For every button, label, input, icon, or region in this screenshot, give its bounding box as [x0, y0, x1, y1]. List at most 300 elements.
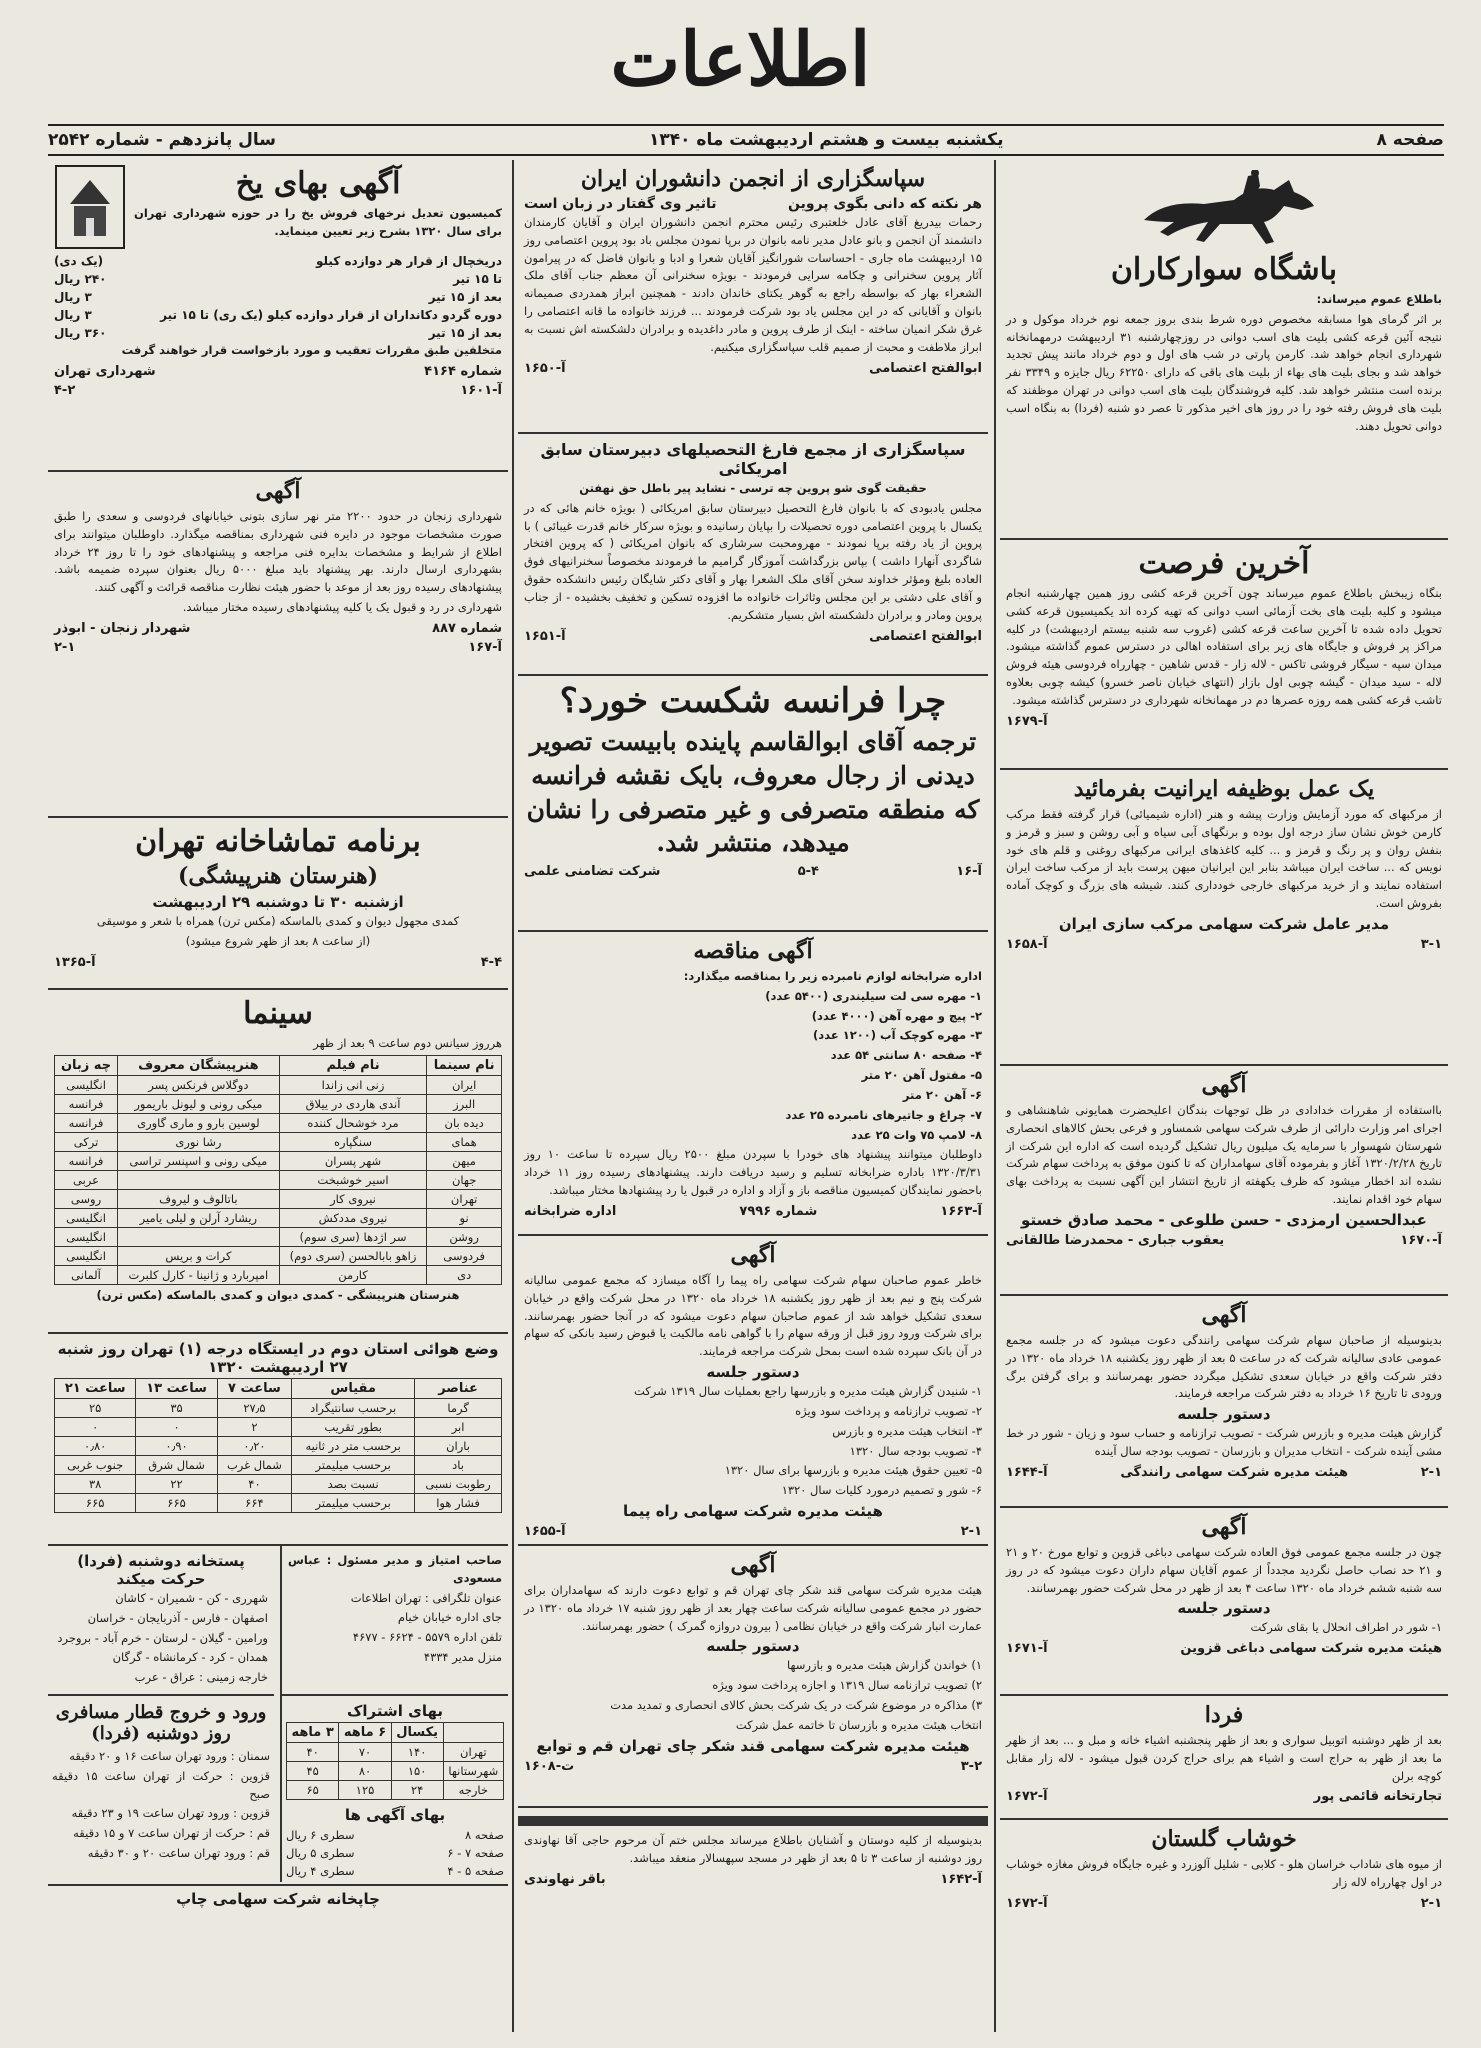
ink-body: از مرکبهای که مورد آزمایش وزارت پیشه و هنر (اداره شیمیائی) قرار گرفته فقط مرکب کارمن خوش نشان ساز درجه اول بوده و برنگهای آبی سیاه و آبی روشن و سبز و قرمز و بنفش روان و پر رنگ و قرمز و ... کلیه کاغذهای ایرانی مرکبهای روغنی و قلم های خود نویس که ... ساخت ایران میباشد بنابر این ایرانیان میهن پرست باید از مرکب ساخت ایران استفاده نمایند و از خرید مرکبهای خارجی خودداری کنند. شیشه های بزرگ و کوچک آماده بفروش است.	[1006, 807, 1442, 911]
adprice-title: بهای آگهی ها	[344, 1806, 446, 1824]
ink-title: یک عمل بوظیفه ایرانیت بفرمائید	[1073, 776, 1375, 802]
train-title: ورود و خروج قطار مسافری روز دوشنبه (فردا)	[55, 1702, 267, 1744]
ad-num: شماره ۴۱۶۴	[424, 363, 502, 379]
table-cell: نیروی مددکش	[279, 1208, 427, 1227]
ad-sign: باقر نهاوندی	[524, 1871, 606, 1887]
ad-body: بااستفاده از مقررات خدادادی در ظل توجهات بندگان اعلیحضرت همایونی شاهنشاهی و اجرای امر وزارت دارائی از طرف شرکت سهامی شمساور و فرعی بحش کالاهای انحصاری شهرستان شهسوار با سرمایه یک میلیون ریال تشکیل گردیده است که اداره این شرکت از تاریخ ۱۳۲۰/۲/۲۸ آغاز و بفرموده آقای سهامداران که تا کنون موفق به پرداخت سهام شرکت نشده اند اخطار میشود که ظرف یکهفته از تاریخ انتشار این آگهی نسبت به پرداخت بهای سهام خود اقدام نمایند.	[1006, 1103, 1442, 1207]
book-body: ترجمه آقای ابوالقاسم پاینده بابیست تصویر دیدنی از رجال معروف، بایک نقشه فرانسه که منطقه متصرفی و غیر متصرفی را نشان میدهد، منتشر شد.	[526, 727, 980, 858]
train-line: قزوین : ورود تهران ساعت ۱۹ و ۲۳ دقیقه	[71, 1806, 270, 1821]
ad-foot: متخلفین طبق مقررات تعقیب و مورد بازخواست قرار خواهند گرفت	[121, 343, 502, 357]
table-cell: شمال غرب	[217, 1456, 291, 1475]
club-intro: باطلاع عموم میرساند:	[1316, 292, 1442, 306]
table-cell: شمال شرق	[136, 1456, 217, 1475]
ad-title: آگهی	[1201, 1072, 1247, 1098]
table-cell: انگلیسی	[55, 1075, 118, 1094]
table-cell: جنوب غربی	[55, 1456, 136, 1475]
table-row	[287, 1743, 504, 1762]
table-cell: عربی	[55, 1170, 118, 1189]
table-cell: ۶۶۵	[55, 1494, 136, 1513]
subs-table	[286, 1722, 504, 1800]
horse-rider-icon	[1124, 170, 1324, 250]
table-cell: امپربارد و ژانینا - کارل کلبرت	[118, 1265, 280, 1284]
left-column	[48, 160, 508, 2032]
table-row	[55, 1075, 502, 1094]
ad-code: آ-۱۶۴۲	[940, 1871, 982, 1887]
ice-row-label: تا ۱۵ تیر	[453, 272, 502, 286]
table-cell	[118, 1227, 280, 1246]
table-cell: ۰٫۸۰	[55, 1437, 136, 1456]
post-title: پستخانه دوشنبه (فردا) حرکت میکند	[77, 1552, 245, 1588]
ad-sign: تجارتخانه قائمی پور	[1313, 1789, 1442, 1805]
tender-item: ۱- مهره سی لت سیلیندری (۵۴۰۰ عدد)	[765, 988, 982, 1003]
publisher-line: عنوان تلگرافی : تهران اطلاعات	[350, 1590, 502, 1605]
agenda-item: ۳- انتخاب هیئت مدیره و بازرس	[832, 1423, 982, 1438]
table-cell: البرز	[427, 1094, 502, 1113]
table-cell: رطوبت نسبی	[415, 1475, 502, 1494]
ice-row-label: دریخچال از قرار هر دوازده کیلو	[315, 254, 502, 268]
column-header: نام سینما	[427, 1055, 502, 1075]
table-cell: دیده بان	[427, 1113, 502, 1132]
subs-title: بهای اشتراک	[347, 1702, 443, 1720]
issue-number: سال پانزدهم - شماره ۲۵۴۲	[48, 130, 276, 150]
table-cell: فرانسه	[55, 1094, 118, 1113]
column-header	[443, 1723, 503, 1743]
table-cell: ۴۰	[217, 1475, 291, 1494]
table-row	[55, 1494, 502, 1513]
train-line: قم : حرکت از تهران ساعت ۷ و ۱۵ دقیقه	[73, 1826, 270, 1841]
ink-sign: مدیر عامل شرکت سهامی مرکب سازی ایران	[1058, 914, 1390, 933]
club-title: باشگاه سوارکاران	[1110, 252, 1338, 287]
book-headline: چرا فرانسه شکست خورد؟	[559, 681, 947, 721]
sharbat-ad	[1000, 1820, 1448, 1917]
auction-ad	[1000, 1696, 1448, 1820]
thanks-ad-1	[518, 160, 988, 434]
table-cell: ترکی	[55, 1132, 118, 1151]
agenda-item: ۱) خواندن گزارش هیئت مدیره و بازرسها	[786, 1658, 982, 1673]
ad-title: آگهی بهای یخ	[235, 166, 401, 201]
municipality-seal-icon	[54, 164, 126, 250]
ice-row-value: ۳۶۰ ریال	[54, 326, 107, 340]
ad-num: ۲-۱	[1420, 1895, 1442, 1911]
agenda: گزارش هیئت مدیره و بازرس شرکت - تصویب ترازنامه و حساب سود و زیان - شور در خط مشی آینده شرکت - انتخاب مدیران و بازرسان - تصویب بودجه سال آینده	[1006, 1426, 1442, 1459]
adprice-value: سطری ۶ ریال	[286, 1828, 355, 1842]
table-cell: انگلیسی	[55, 1227, 118, 1246]
table-cell: برحسب میلیمتر	[292, 1494, 415, 1513]
lead-left: تاثیر وی گفتار در زبان است	[524, 196, 717, 212]
table-header	[287, 1723, 504, 1743]
table-cell: خارجه	[443, 1781, 503, 1800]
ad-code: آ-۱۶۷	[468, 639, 502, 655]
ad-code: آ-۱۶۰۱	[460, 382, 502, 398]
post-line: اصفهان - فارس - آذربایجان - خراسان	[87, 1610, 268, 1625]
ad-sign: هیئت مدیره شرکت سهامی دباغی قزوین	[1180, 1641, 1442, 1657]
ad-code: آ-۱۶۷۲	[1006, 1789, 1048, 1805]
ice-row-value: (یک دی)	[54, 254, 104, 268]
adprice-page: صفحه ۸	[464, 1828, 504, 1842]
table-cell: دی	[427, 1265, 502, 1284]
column-header: ۳ ماهه	[287, 1723, 339, 1743]
table-cell: ابر	[415, 1418, 502, 1437]
weather-report	[48, 1334, 508, 1546]
table-cell: ۲۷٫۵	[217, 1399, 291, 1418]
column-header: عناصر	[415, 1379, 502, 1399]
column-header: مقیاس	[292, 1379, 415, 1399]
publisher-line: جای اداره خیابان خیام	[397, 1610, 502, 1625]
cinema-note: هرروز سیانس دوم ساعت ۹ بعد از ظهر	[313, 1036, 502, 1050]
theatre-title: برنامه تماشاخانه تهران	[135, 824, 421, 859]
ad-sign: شهردار زنجان - ابوذر	[54, 620, 191, 636]
column-rule	[512, 160, 514, 2032]
lead-right: هر نکته که دانی بگوی پروین	[788, 196, 982, 212]
table-cell: برحسب متر در ثانیه	[292, 1437, 415, 1456]
club-body: بر اثر گرمای هوا مسابقه مخصوص دوره شرط بندی بروز جمعه نوم خرداد موکول و در نتیجه آئین قرعه کشی بلیت های اسب دوانی در روزچهارشنبه ۳۱ اردیبهشت درمهمانخانه شهرداری انجام خواهد شد. کارمن پارتی در شب های اول و دوم خرداد مانند پیش تجدید خواهد شد و بجای بلیت های بهاء از بلیت های باقی که دارای ۶۲۲۵۰ ریال جایزه و ۳۳۴۹ نفر برنده است منتشر خواهد شد. کلیه فروشندگان بلیت های اسب دوانی در تهران موظفند که بلیت های فروش رفته خود را در روز های اخیر مذکور تا عصر دو شنبه (فردا) به بنگاه اسب دوانی تحویل دهند.	[1006, 311, 1442, 433]
table-cell: تهران	[443, 1743, 503, 1762]
post-line: خارجه زمینی : عراق - عرب	[134, 1670, 268, 1685]
theatre-ad	[48, 818, 508, 990]
table-cell: همای	[427, 1132, 502, 1151]
zanjan-ad	[48, 472, 508, 818]
ad-body: از میوه های شاداب خراسان هلو - کلابی - شلیل آلوزرد و غیره جایگاه فروش مغازه خوشاب در اول چهارراه لاله زار	[1006, 1857, 1442, 1889]
table-cell: لوسین بارو و ماری گاوری	[118, 1113, 280, 1132]
ad-foot: شهرداری در رد و قبول یک یا کلیه پیشنهادهای رسیده مختار میباشد.	[182, 600, 502, 615]
ice-row-label: دوره گردو دکانداران از قرار دوازده کیلو (یک ری) تا ۱۵ تیر	[160, 308, 502, 322]
table-cell: روسی	[55, 1189, 118, 1208]
table-cell: انگلیسی	[55, 1246, 118, 1265]
ad-title: آگهی	[255, 478, 301, 504]
tender-item: ۲- پیچ و مهره آهن (۴۰۰۰ عدد)	[811, 1008, 982, 1023]
column-header: نام فیلم	[279, 1055, 427, 1075]
table-cell: مرد خوشحال کننده	[279, 1113, 427, 1132]
ad-names: عبدالحسین ارمزدی - حسن طلوعی - محمد صادق خستو	[1021, 1210, 1427, 1229]
table-row	[55, 1170, 502, 1189]
ad-body: شهرداری زنجان در حدود ۲۲۰۰ متر نهر سازی بتونی خیابانهای فردوسی و سعدی را طبق صورت مشخصات موجود در دایره فنی شهرداری بمناقصه میگذارد. داوطلبان میتوانند برای اطلاع از شرایط و مشخصات بدایره فنی مراجعه و پیشنهادهای خود را تا روز ۲۴ خرداد بشهرداری ارسال دارند. بهر پیشنهاد باید مبلغ ۵۰۰۰ ریال بعنوان سپرده ضمیمه باشد. پیشنهادهای رسیده روز بعد از موعد با حضور هیئت نظارت مناقصه قرائت و آگهی کنند.	[54, 509, 502, 595]
table-cell: جهان	[427, 1170, 502, 1189]
table-cell: فردوسی	[427, 1246, 502, 1265]
table-cell: ۶۵	[287, 1781, 339, 1800]
tender-item: ۶- آهن ۲۰ متر	[902, 1087, 982, 1102]
ad-names2: یعقوب جباری - محمدرضا طالقانی	[1006, 1232, 1225, 1248]
agenda-item: انتخاب هیئت مدیره و بازرسان تا خاتمه عمل شرکت	[735, 1717, 982, 1732]
ad-title: سپاسگزاری از انجمن دانشوران ایران	[580, 166, 926, 192]
ice-row-value: ۳ ریال	[54, 290, 92, 304]
agenda-item: ۲- تصویب ترازنامه و پرداخت سود ویژه	[795, 1403, 982, 1418]
ad-sign: ابوالفتح اعتصامی	[869, 628, 982, 644]
table-cell: سنگپاره	[279, 1132, 427, 1151]
prices-box	[280, 1696, 508, 1882]
ad-sign: هیئت مدیره شرکت سهامی رانندگی	[1120, 1464, 1349, 1480]
ad-code: آ-۱۶	[956, 864, 982, 880]
table-row	[287, 1781, 504, 1800]
ad-title: سپاسگزاری از مجمع فارغ التحصیلهای دبیرستان سابق امریکائی	[540, 440, 966, 478]
table-cell: برحسب میلیمتر	[292, 1456, 415, 1475]
masthead-title: اطلاعات	[610, 17, 871, 103]
train-line: قم : ورود تهران ساعت ۲۰ و ۳۰ دقیقه	[87, 1846, 270, 1861]
ad-body: چون در جلسه مجمع عمومی فوق العاده شرکت سهامی دباغی قزوین و توابع مورخ ۲۰ و ۲۱ و ۲۱ حد نصاب حاصل نگردید مجدداً از عموم آقایان سهام داران دعوت میشود که در روز سه شنبه ششم خرداد ماه ۱۳۲۰ ساعت ۴ بعد از ظهر در محل شرکت حضور بهمرسانند.	[1006, 1545, 1442, 1595]
table-header	[55, 1379, 502, 1399]
ink-ad	[1000, 770, 1448, 1066]
table-cell	[118, 1170, 280, 1189]
tender-ad	[518, 932, 988, 1236]
table-cell: سر اژدها (سری سوم)	[279, 1227, 427, 1246]
agenda-item: ۶- شور و تصمیم درمورد کلیات سال ۱۳۲۰	[781, 1483, 982, 1498]
table-cell: کرات و بریس	[118, 1246, 280, 1265]
ad-num: ۲-۱	[1420, 1464, 1442, 1480]
table-cell: شهر پسران	[279, 1151, 427, 1170]
agenda-item: ۱- شنیدن گزارش هیئت مدیره و بازرسها راجع بعملیات سال ۱۳۱۹ شرکت	[633, 1384, 982, 1399]
ad-intro: اداره ضرابخانه لوازم نامبرده زیر را بمناقصه میگذارد:	[683, 969, 982, 983]
table-cell: ۴۰	[287, 1743, 339, 1762]
ad-code: آ-۱۶۷۲	[1006, 1895, 1048, 1911]
table-cell: انگلیسی	[55, 1208, 118, 1227]
table-cell: شهرستانها	[443, 1762, 503, 1781]
table-cell: برحسب سانتیگراد	[292, 1399, 415, 1418]
ad-body: بدینوسیله از صاحبان سهام شرکت سهامی رانندگی دعوت میشود که در جلسه مجمع عمومی عادی سالیانه شرکت که در ساعت ۵ بعد از ظهر روز یکشنبه ۱۸ خرداد ماه ۱۳۲۰ در دفتر شرکت واقع در خیابان سعدی تشکیل میگردد حضور بهمرسانند و برای گرفتن برگ ورودی تا تاریخ ۱۶ خرداد به دفتر شرکت مراجعه فرمایند.	[1006, 1333, 1442, 1401]
ad-title: آگهی	[1201, 1302, 1247, 1328]
publisher-box	[280, 1546, 508, 1696]
ad-body: بدینوسیله از کلیه دوستان و آشنایان باطلاع میرساند مجلس ختم آن مرحوم حاجی آقا نهاوندی روز دوشنبه از ساعت ۳ تا ۵ بعد از ظهر در مسجد سپهسالار منعقد میباشد.	[524, 1833, 982, 1865]
press-name: چاپخانه شرکت سهامی چاپ	[48, 1884, 508, 1908]
agenda-item: ۲) تصویب ترازنامه سال ۱۳۱۹ و اجازه پرداخت سود ویژه	[712, 1678, 982, 1693]
table-cell: ۰	[136, 1418, 217, 1437]
table-cell: ۶۶۴	[217, 1494, 291, 1513]
ad-title: آگهی	[730, 1552, 776, 1578]
ad-num2: ۴-۲	[54, 382, 76, 398]
table-row	[55, 1208, 502, 1227]
page-number: صفحه ۸	[1376, 130, 1444, 150]
ad-code: آ-۱۶۷۱	[1006, 1641, 1048, 1657]
ad-body: داوطلبان میتوانند پیشنهاد های خودرا با سپردن مبلغ ۲۵۰۰ ریال سپرده تا ساعت ۱۰ روز ۱۳۲۰/۳/۳۱ باداره ضرابخانه تسلیم و رسید دریافت دارند. پیشنهادهای رسیده روز ۱۱ خرداد باحضور نمایندگان کمیسیون مناقصه باز و آزاد و اداره در قبول یا رد پیشنهادها مختار میباشد.	[524, 1147, 982, 1197]
right-column	[1000, 160, 1448, 2032]
cinema-title: سینما	[243, 996, 313, 1031]
table-cell: ۳۸	[55, 1475, 136, 1494]
ad-title: خوشاب گلستان	[1151, 1826, 1297, 1852]
agenda-item: ۳) مذاکره در موضوع شرکت در یک شرکت بحش کالای انحصاری و تمدید مدت	[610, 1698, 982, 1713]
table-cell: باتالوف و لیروف	[118, 1189, 280, 1208]
table-cell: روشن	[427, 1227, 502, 1246]
last-chance-body: بنگاه زیبخش باطلاع عموم میرساند چون آخرین قرعه کشی روز همین چهارشنبه انجام میشود و کلیه بلیت های بخت آزمائی اسب دوانی که تهیه کرده اند یکمیسیون قرعه کشی تحویل داده شده تا آخرین ساعت قرعه کشی (غروب سه شنبه بیستم اردیبهشت) در کلیه مراکز پر فروش و جایگاه های زیر برای استفاده اهالی در دسترس عموم گذاشته میشود. میدان سپه - سیگار فروشی تاکس - لاله زار - قدس شاهین - چهارراه فردوسی هیئه فروش لاله - سید میدان - گیشه چوبی اول بازار (انتهای خیابان ناصر خسرو) کیشه چوبی بعلاوه تاشب قرعه کشی همه روزه عصرها دم در مهمانخانه شهرداری در دسترس گذاشته میشود.	[1006, 586, 1442, 707]
ad-code: آ-۱۶۷۹	[1006, 713, 1048, 729]
center-column	[518, 160, 988, 2032]
theatre-sub: (هنرستان هنرپیشگی)	[177, 863, 379, 889]
ad-num: ۲-۱	[960, 1523, 982, 1539]
sugar-co-ad	[518, 1546, 988, 1808]
agenda-title: دستور جلسه	[1177, 1405, 1271, 1424]
adprice-page: صفحه ۵ - ۴	[447, 1864, 504, 1878]
ice-row-label: بعد از ۱۵ تیر	[428, 326, 502, 340]
ad-body: مجلس یادبودی که با بانوان فارغ التحصیل دبیرستان سابق امریکائی ( بویژه خانم هائی که در یکسال با پروین اعتصامی دوره تحصیلات را بپایان رسانیده و بویژه سرکار خانم قدرت غیبائی ) با پروین از یاد رفته برپا نمودند - مهرومحبت سرشاری که بانوان امریکائی ( که پروین افتخار شاگردی آنهارا داشت ) بپاس بزرگداشت آموزگار گرامیم ما فرمودند مخصوصاً سخنرانیهای فوق العاده بلیغ ومؤثر خداوند سخن آقای ملک الشعرا بهار و آقای دکتر شایگان رئیس دانشکده حقوق و آقای علی دشتی بر این مجلس وثاثرات خانواده ما افزوده تسکین و تخفیف بخشیده - از جناب پروین ومادر و برادران دلشکسته اش بسیار متشکریم.	[524, 500, 982, 622]
train-line: سمنان : ورود تهران ساعت ۱۶ و ۲۰ دقیقه	[69, 1749, 270, 1763]
masthead	[0, 0, 1481, 120]
agenda: ۱- شور در اطراف انحلال یا بقای شرکت	[1250, 1620, 1442, 1635]
ad-code: آ-۱۶۶۳	[940, 1203, 982, 1219]
table-row	[287, 1762, 504, 1781]
road-co-ad	[518, 1236, 988, 1546]
ad-title: آگهی مناقصه	[693, 938, 813, 964]
ad-sign: اداره ضرابخانه	[524, 1203, 617, 1219]
ad-num: ۴-۴	[480, 954, 502, 970]
table-row	[55, 1151, 502, 1170]
last-chance-ad	[1000, 540, 1448, 770]
table-cell: باران	[415, 1437, 502, 1456]
weather-table	[54, 1378, 502, 1513]
ad-sign: هیئت مدیره شرکت سهامی قند شکر چای تهران قم و توابع	[536, 1736, 970, 1755]
table-cell: اسیر خوشبخت	[279, 1170, 427, 1189]
table-cell: ۳۵	[136, 1399, 217, 1418]
table-row	[55, 1399, 502, 1418]
table-cell: میهن	[427, 1151, 502, 1170]
table-cell: رشا نوری	[118, 1132, 280, 1151]
agenda-title: دستور جلسه	[706, 1637, 800, 1656]
tender-item: ۳- مهره کوچک آب (۱۲۰۰ عدد)	[813, 1028, 982, 1043]
table-cell: ۲۴	[391, 1781, 443, 1800]
ad-sign: ابوالفتح اعتصامی	[869, 360, 982, 376]
table-cell: نسبت بصد	[292, 1475, 415, 1494]
agenda-item: ۴- تصویب بودجه سال ۱۳۲۰	[849, 1443, 982, 1458]
thanks-ad-2	[518, 434, 988, 676]
ad-lead: حقیقت گوی شو پروین چه ترسی - نشاید پیر باطل حق نهفتن	[579, 481, 927, 495]
cinema-listings	[48, 990, 508, 1334]
table-cell: باد	[415, 1456, 502, 1475]
column-header: ساعت ۷	[217, 1379, 291, 1399]
table-header	[55, 1055, 502, 1075]
weather-title: وضع هوائی استان دوم در ایستگاه درجه (۱) تهران روز شنبه ۲۷ اردیبهشت ۱۳۲۰	[57, 1340, 499, 1376]
ad-code: آ-۱۶۵۱	[524, 628, 566, 644]
adprice-value: سطری ۴ ریال	[286, 1864, 355, 1878]
table-cell: ۲	[217, 1418, 291, 1437]
table-row	[55, 1475, 502, 1494]
table-cell: آلمانی	[55, 1265, 118, 1284]
ad-lead: کمیسیون تعدیل نرخهای فروش یخ را در حوزه شهرداری تهران برای سال ۱۳۲۰ بشرح زیر تعیین مینماید.	[134, 206, 502, 238]
table-cell: دوگلاس فرنکس پسر	[118, 1075, 280, 1094]
column-header: یکسال	[391, 1723, 443, 1743]
agenda-title: دستور جلسه	[1177, 1599, 1271, 1618]
ad-sign: شرکت تضامنی علمی	[524, 864, 661, 880]
table-cell: کارمن	[279, 1265, 427, 1284]
table-cell: فرانسه	[55, 1113, 118, 1132]
table-cell: ۰٫۲۰	[217, 1437, 291, 1456]
table-cell: فرانسه	[55, 1151, 118, 1170]
horse-club-ad	[1000, 160, 1448, 540]
ad-title: فردا	[1204, 1702, 1244, 1728]
table-row	[55, 1094, 502, 1113]
ad-body: رحمات بیدریغ آقای عادل خلعتبری رئیس محترم انجمن دانشوران ایران و آقایان کارمندان دانشمند آن انجمن و بانو عادل مدیر نامه بانوان در برپا نمودن مجلس باد بود پروین اعتصامی روز ۱۵ اردیبهشت ماه جاری - احساسات شورانگیز آقایان شعرا و ادبا و بانوان فاضل که در پیرامون آثار پروین سخنرانی و چکامه سرایی فرمودند - بویژه سخنرانی آن معظم جناب آقای ملک الشعراء بهار که بواسطه راجع به گوهر یکتای خاندان دادند - همچنین ابراز همدردی صمیمانه بانوان و آقایانی که در این مجلس یاد بود شرکت فرمودند ... فرزند خانواده ما قانه اعتصامی را غرق شکر انمیان ساخته - اینک از طرف پروین و مادر داغدیده و برادران دلشکسته اش نسبت به ابراز ملاطفت و محبت از صمیم قلب سپاسگزاری میکنیم.	[524, 215, 982, 354]
train-box	[48, 1696, 274, 1882]
ad-num: ۳-۱	[1420, 936, 1442, 952]
ad-code: ت-۱۶۰۸	[524, 1758, 575, 1774]
publisher-line: منزل مدیر ۴۳۳۴	[423, 1650, 502, 1665]
adprice-value: سطری ۵ ریال	[286, 1846, 355, 1860]
theatre-time: (از ساعت ۸ بعد از ظهر شروع میشود)	[185, 933, 371, 948]
info-row-2	[48, 1696, 508, 1882]
table-cell: ۱۴۰	[391, 1743, 443, 1762]
agenda-item: ۵- تعیین حقوق هیئت مدیره و بازرسها برای سال ۱۳۲۰	[724, 1463, 982, 1478]
table-row	[55, 1418, 502, 1437]
table-cell: ۰	[55, 1418, 136, 1437]
last-chance-title: آخرین فرصت	[1138, 546, 1310, 581]
post-line: ورامین - گیلان - لرستان - خرم آباد - بروجرد	[57, 1630, 268, 1645]
issue-date: یکشنبه بیست و هشتم اردیبهشت ماه ۱۳۴۰	[649, 130, 1004, 150]
table-cell: ۱۲۵	[339, 1781, 391, 1800]
adprice-page: صفحه ۷ - ۶	[447, 1846, 504, 1860]
theatre-date: ازشنبه ۳۰ تا دوشنبه ۲۹ اردیبهشت	[152, 893, 404, 911]
memorial-ad	[518, 1816, 988, 1893]
tender-item: ۷- چراغ و جاتیرهای نامبرده ۲۵ عدد	[785, 1107, 982, 1122]
table-row	[55, 1113, 502, 1132]
table-cell: گرما	[415, 1399, 502, 1418]
column-header: ساعت ۱۳	[136, 1379, 217, 1399]
cinema-footer: هنرستان هنرپیشگی - کمدی دیوان و کمدی بالماسکه (مکس ترن)	[96, 1287, 460, 1302]
ad-num: شماره ۷۹۹۶	[739, 1203, 818, 1219]
table-cell: ۸۰	[339, 1762, 391, 1781]
table-row	[55, 1227, 502, 1246]
table-cell: بطور تقریب	[292, 1418, 415, 1437]
ad-code: آ-۱۶۵۰	[524, 360, 566, 376]
publisher-title: صاحب امتیاز و مدیر مسئول : عباس مسعودی	[288, 1553, 502, 1585]
table-row	[55, 1437, 502, 1456]
tender-item: ۸- لامپ ۷۵ وات ۲۵ عدد	[851, 1127, 982, 1142]
shahsavar-ad	[1000, 1066, 1448, 1296]
table-row	[55, 1265, 502, 1284]
column-header: چه زبان	[55, 1055, 118, 1075]
table-cell: ۱۵۰	[391, 1762, 443, 1781]
column-header: هنرپیشگان معروف	[118, 1055, 280, 1075]
ad-body: بعد از ظهر دوشنبه اتوبیل سواری و بعد از ظهر پنجشنبه اشیاء خانه و مبل و ... بعد از ظهر ما بعد از ظهر به حراج است و اشیاء هم برای حراج کردن قبول میشود - لاله زار مقابل کوچه برلن	[1006, 1733, 1442, 1783]
theatre-body: کمدی مجهول دیوان و کمدی بالماسکه (مکس ترن) همراه با شعر و موسیقی	[96, 914, 460, 928]
table-cell: فشار هوا	[415, 1494, 502, 1513]
column-header: ۶ ماهه	[339, 1723, 391, 1743]
ice-row-value: ۳ ریال	[54, 308, 92, 322]
ad-body: خاطر عموم صاحبان سهام شرکت سهامی راه پیما را آگاه میسازد که مجمع عمومی سالیانه شرکت پنج و نیم بعد از ظهر روز یکشنبه ۱۸ خرداد ماه ۱۳۲۰ در محل شرکت واقع در خیابان سعدی تشکیل خواهد شد از عموم صاحبان سهام دعوت میشود که در آنجا حضور بهمرسانند. برای شرکت ورود روز قبل از ورقه سهام را با گواهی نامه مالکیت یا قبوض رسید بانکی که سهام در آن بانک سپرده شده است بمحل شرکت مراجعه فرمایند.	[524, 1273, 982, 1359]
publisher-line: تلفن اداره ۵۵۷۹ - ۶۶۲۴ - ۴۶۷۷	[352, 1630, 502, 1645]
cinema-table	[54, 1055, 502, 1285]
post-box	[48, 1546, 274, 1696]
driving-co-ad	[1000, 1296, 1448, 1508]
ad-num2: ۲-۱	[54, 639, 76, 655]
post-line: شهرری - کن - شمیران - کاشان	[115, 1591, 268, 1605]
post-line: همدان - کرد - کرمانشاه - گرگان	[112, 1650, 268, 1665]
info-row	[48, 1546, 508, 1696]
table-cell: میکی رونی و لیونل باریمور	[118, 1094, 280, 1113]
table-cell: تهران	[427, 1189, 502, 1208]
table-cell: زنی انی زاندا	[279, 1075, 427, 1094]
table-cell: میکی رونی و اسپنسر تراسی	[118, 1151, 280, 1170]
ad-num: ۳-۲	[960, 1758, 982, 1774]
ad-sign: شهرداری تهران	[54, 363, 156, 379]
table-cell: نو	[427, 1208, 502, 1227]
column-rule	[994, 160, 996, 2032]
ad-num: شماره ۸۸۷	[432, 620, 502, 636]
table-cell: ۰٫۹۰	[136, 1437, 217, 1456]
dateline	[48, 124, 1444, 156]
column-header: ساعت ۲۱	[55, 1379, 136, 1399]
table-cell: ۴۵	[287, 1762, 339, 1781]
table-cell: ۷۰	[339, 1743, 391, 1762]
book-ad	[518, 676, 988, 932]
table-cell: زاهو بابالحسن (سری دوم)	[279, 1246, 427, 1265]
agenda-title: دستور جلسه	[706, 1363, 800, 1382]
table-cell: ۶۶۵	[136, 1494, 217, 1513]
table-cell: آندی هاردی در ییلاق	[279, 1094, 427, 1113]
ad-code: آ-۱۶۷۰	[1400, 1232, 1442, 1248]
ice-row-label: بعد از ۱۵ تیر	[428, 290, 502, 304]
ad-code: آ-۱۳۶۵	[54, 954, 96, 970]
table-cell: ۲۲	[136, 1475, 217, 1494]
table-cell: ایران	[427, 1075, 502, 1094]
ad-code: آ-۱۶۵۸	[1006, 936, 1048, 952]
tender-item: ۵- مفتول آهن ۲۰ متر	[861, 1068, 982, 1083]
ad-sign: هیئت مدیره شرکت سهامی راه پیما	[623, 1501, 883, 1520]
tender-item: ۴- صفحه ۸۰ سانتی ۵۴ عدد	[830, 1048, 982, 1063]
